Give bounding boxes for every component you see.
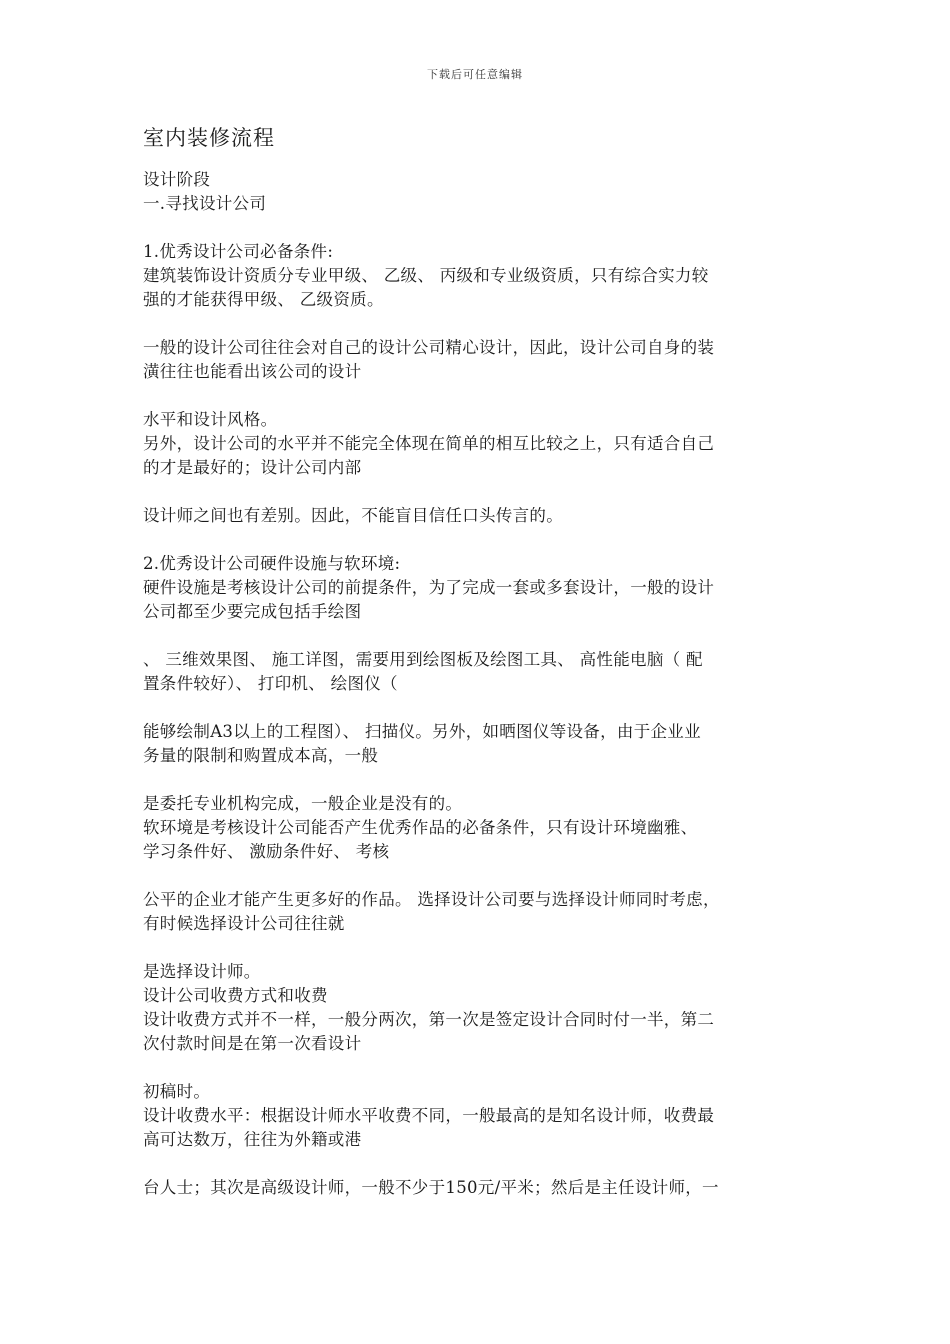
paragraph-gap xyxy=(143,384,803,408)
document-title: 室内装修流程 xyxy=(143,126,275,150)
text-line: 公平的企业才能产生更多好的作品。 选择设计公司要与选择设计师同时考虑， xyxy=(143,890,720,909)
paragraph-gap xyxy=(143,480,803,504)
text-line: 置条件较好）、 打印机、 绘图仪（ xyxy=(143,674,398,693)
text-line: 设计收费方式并不一样，一般分两次，第一次是签定设计合同时付一半，第二 xyxy=(143,1010,715,1029)
text-line: 有时候选择设计公司往往就 xyxy=(143,914,345,933)
text-line: 初稿时。 xyxy=(143,1082,211,1101)
text-line: 学习条件好、 激励条件好、 考核 xyxy=(143,842,390,861)
text-line: 强的才能获得甲级、 乙级资质。 xyxy=(143,290,384,309)
text-line: 、 三维效果图、 施工详图，需要用到绘图板及绘图工具、 高性能电脑（ 配 xyxy=(143,650,703,669)
text-line: 一般的设计公司往往会对自己的设计公司精心设计，因此，设计公司自身的装 xyxy=(143,338,715,357)
paragraph-gap xyxy=(143,936,803,960)
text-line: 另外，设计公司的水平并不能完全体现在简单的相互比较之上，只有适合自己 xyxy=(143,434,715,453)
text-line: 一.寻找设计公司 xyxy=(143,194,267,213)
text-line: 2.优秀设计公司硬件设施与软环境: xyxy=(143,554,401,573)
paragraph-gap xyxy=(143,216,803,240)
text-line: 务量的限制和购置成本高，一般 xyxy=(143,746,379,765)
text-line: 是委托专业机构完成，一般企业是没有的。 xyxy=(143,794,463,813)
text-line: 设计师之间也有差别。因此，不能盲目信任口头传言的。 xyxy=(143,506,563,525)
text-line: 水平和设计风格。 xyxy=(143,410,278,429)
text-line: 建筑装饰设计资质分专业甲级、 乙级、 丙级和专业级资质，只有综合实力较 xyxy=(143,266,709,285)
paragraph-gap xyxy=(143,312,803,336)
text-line: 设计阶段 xyxy=(143,170,211,189)
text-line: 台人士；其次是高级设计师，一般不少于150元/平米；然后是主任设计师，一 xyxy=(143,1178,719,1197)
text-line: 软环境是考核设计公司能否产生优秀作品的必备条件，只有设计环境幽雅、 xyxy=(143,818,698,837)
text-line: 公司都至少要完成包括手绘图 xyxy=(143,602,362,621)
paragraph-gap xyxy=(143,864,803,888)
text-line: 是选择设计师。 xyxy=(143,962,261,981)
paragraph-gap xyxy=(143,624,803,648)
paragraph-gap xyxy=(143,528,803,552)
paragraph-gap xyxy=(143,1056,803,1080)
text-line: 硬件设施是考核设计公司的前提条件，为了完成一套或多套设计，一般的设计 xyxy=(143,578,715,597)
text-line: 次付款时间是在第一次看设计 xyxy=(143,1034,362,1053)
text-line: 潢往往也能看出该公司的设计 xyxy=(143,362,362,381)
page-header-note: 下载后可任意编辑 xyxy=(427,68,523,81)
text-line: 高可达数万，往往为外籍或港 xyxy=(143,1130,362,1149)
paragraph-gap xyxy=(143,768,803,792)
paragraph-gap xyxy=(143,696,803,720)
text-line: 设计收费水平：根据设计师水平收费不同，一般最高的是知名设计师，收费最 xyxy=(143,1106,715,1125)
paragraph-gap xyxy=(143,1152,803,1176)
document-body xyxy=(143,168,803,1200)
text-line: 1.优秀设计公司必备条件: xyxy=(143,242,334,261)
text-line: 的才是最好的；设计公司内部 xyxy=(143,458,362,477)
text-line: 设计公司收费方式和收费 xyxy=(143,986,328,1005)
text-line: 能够绘制A3以上的工程图）、 扫描仪。另外，如晒图仪等设备，由于企业业 xyxy=(143,722,701,741)
